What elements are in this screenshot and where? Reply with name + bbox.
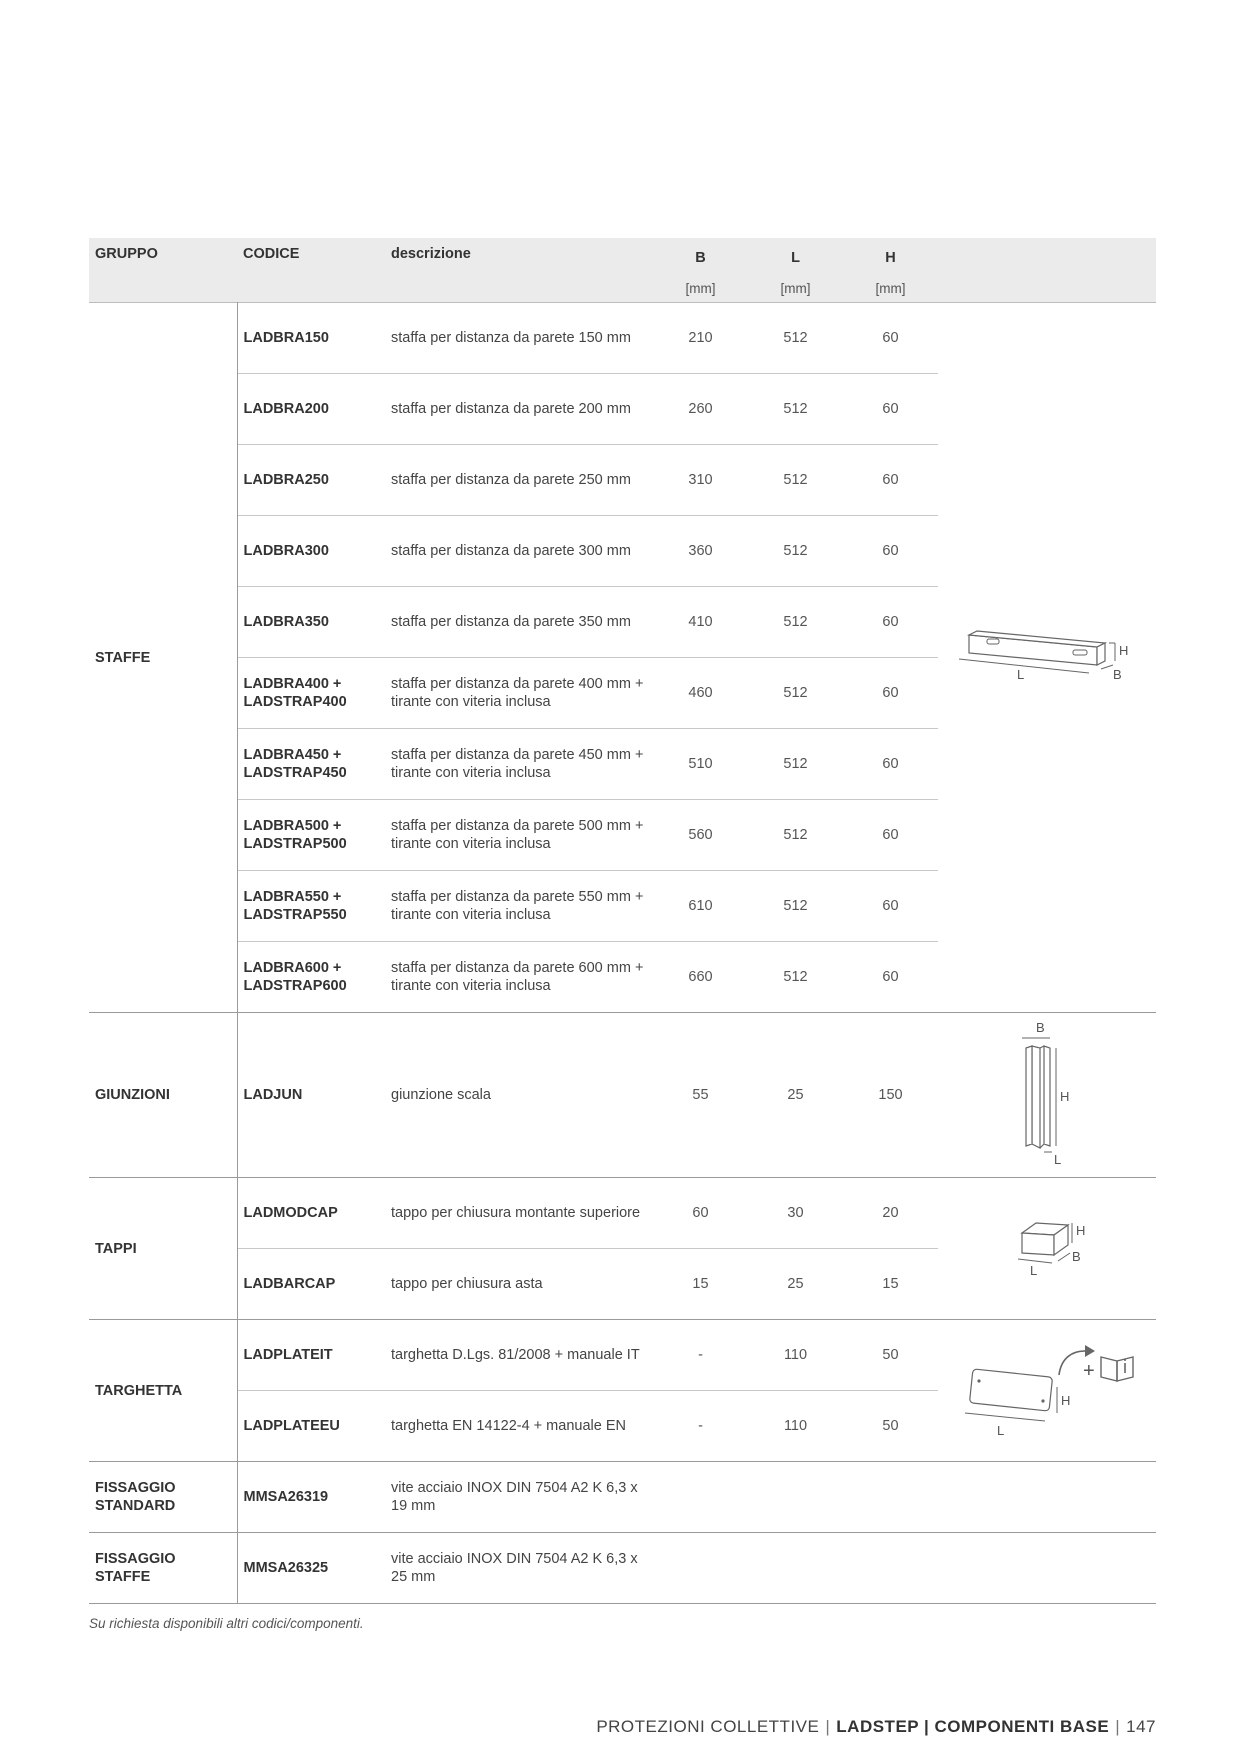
row-h: 15	[843, 1249, 938, 1320]
row-l: 512	[748, 800, 843, 871]
row-desc: vite acciaio INOX DIN 7504 A2 K 6,3 x 25 mm	[385, 1533, 653, 1604]
row-code: MMSA26319	[237, 1462, 385, 1533]
row-desc: staffa per distanza da parete 250 mm	[385, 445, 653, 516]
page-number: 147	[1126, 1717, 1156, 1736]
row-l	[748, 1462, 843, 1533]
row-h: 50	[843, 1391, 938, 1462]
row-l: 512	[748, 445, 843, 516]
row-desc: staffa per distanza da parete 450 mm + tirante con viteria inclusa	[385, 729, 653, 800]
row-code: LADBRA400 + LADSTRAP400	[237, 658, 385, 729]
row-h: 60	[843, 871, 938, 942]
tappi-h-label: H	[1076, 1223, 1086, 1238]
table-row	[89, 303, 1156, 374]
manual-book-icon	[1101, 1357, 1133, 1381]
group-fissaggio-standard: FISSAGGIO STANDARD	[89, 1462, 237, 1533]
row-desc: targhetta D.Lgs. 81/2008 + manuale IT	[385, 1320, 653, 1391]
row-desc: staffa per distanza da parete 200 mm	[385, 374, 653, 445]
header-h: H [mm]	[875, 250, 906, 296]
row-h: 60	[843, 374, 938, 445]
row-h: 60	[843, 516, 938, 587]
table-row	[89, 1320, 1156, 1391]
footer-title: LADSTEP | COMPONENTI BASE	[836, 1717, 1110, 1736]
row-desc: staffa per distanza da parete 500 mm + tirante con viteria inclusa	[385, 800, 653, 871]
giunzioni-b-label: B	[1036, 1019, 1045, 1035]
plus-icon: +	[1083, 1360, 1095, 1382]
header-descrizione: descrizione	[391, 246, 471, 262]
row-b: 60	[653, 1178, 748, 1249]
row-code: LADBARCAP	[237, 1249, 385, 1320]
row-desc: staffa per distanza da parete 400 mm + tirante con viteria inclusa	[385, 658, 653, 729]
row-h: 60	[843, 587, 938, 658]
row-code: MMSA26325	[237, 1533, 385, 1604]
row-b: 360	[653, 516, 748, 587]
row-code: LADBRA500 + LADSTRAP500	[237, 800, 385, 871]
row-l: 30	[748, 1178, 843, 1249]
row-b: 510	[653, 729, 748, 800]
footnote: Su richiesta disponibili altri codici/componenti.	[89, 1616, 364, 1631]
row-b	[653, 1533, 748, 1604]
row-b: 55	[653, 1013, 748, 1178]
group-fissaggio-staffe: FISSAGGIO STAFFE	[89, 1533, 237, 1604]
staffe-drawing	[938, 303, 1156, 1013]
bracket-drawing-icon	[957, 625, 1137, 685]
row-b: 260	[653, 374, 748, 445]
table-row	[89, 1178, 1156, 1249]
row-b: 560	[653, 800, 748, 871]
row-desc: vite acciaio INOX DIN 7504 A2 K 6,3 x 19 mm	[385, 1462, 653, 1533]
header-gruppo: GRUPPO	[95, 246, 158, 262]
staffe-l-label: L	[1017, 667, 1025, 682]
row-code: LADBRA150	[237, 303, 385, 374]
row-code: LADBRA550 + LADSTRAP550	[237, 871, 385, 942]
row-b	[653, 1462, 748, 1533]
row-code: LADPLATEIT	[237, 1320, 385, 1391]
row-l: 512	[748, 658, 843, 729]
row-b: 210	[653, 303, 748, 374]
empty-image-cell	[938, 1462, 1156, 1533]
row-l: 512	[748, 374, 843, 445]
row-code: LADBRA300	[237, 516, 385, 587]
row-desc: tappo per chiusura asta	[385, 1249, 653, 1320]
row-code: LADBRA450 + LADSTRAP450	[237, 729, 385, 800]
footer-section: PROTEZIONI COLLETTIVE	[596, 1717, 820, 1736]
row-code: LADMODCAP	[237, 1178, 385, 1249]
giunzioni-h-label: H	[1060, 1088, 1070, 1104]
cap-drawing-icon	[992, 1211, 1102, 1281]
row-code: LADBRA600 + LADSTRAP600	[237, 942, 385, 1013]
staffe-b-label: B	[1113, 667, 1122, 682]
row-l: 512	[748, 516, 843, 587]
row-l: 110	[748, 1391, 843, 1462]
row-code: LADBRA250	[237, 445, 385, 516]
row-code: LADPLATEEU	[237, 1391, 385, 1462]
row-l: 512	[748, 729, 843, 800]
tappi-b-label: B	[1072, 1249, 1081, 1264]
group-targhetta: TARGHETTA	[89, 1320, 237, 1462]
row-desc: staffa per distanza da parete 150 mm	[385, 303, 653, 374]
row-h: 60	[843, 729, 938, 800]
row-h: 20	[843, 1178, 938, 1249]
row-b: -	[653, 1391, 748, 1462]
product-table	[89, 238, 1156, 1604]
table-header-row	[89, 238, 1156, 303]
row-l: 512	[748, 871, 843, 942]
row-desc: staffa per distanza da parete 600 mm + tirante con viteria inclusa	[385, 942, 653, 1013]
tappi-drawing	[938, 1178, 1156, 1320]
row-code: LADBRA350	[237, 587, 385, 658]
row-l: 110	[748, 1320, 843, 1391]
row-h	[843, 1462, 938, 1533]
plate-drawing-icon	[947, 1333, 1147, 1443]
product-table-sheet	[89, 238, 1156, 1604]
row-b: 460	[653, 658, 748, 729]
giunzioni-l-label: L	[1054, 1151, 1062, 1167]
row-code: LADBRA200	[237, 374, 385, 445]
group-giunzioni: GIUNZIONI	[89, 1013, 237, 1178]
row-code: LADJUN	[237, 1013, 385, 1178]
arrow-icon	[1059, 1351, 1085, 1375]
row-l: 25	[748, 1249, 843, 1320]
giunzioni-drawing	[938, 1013, 1156, 1178]
row-desc: staffa per distanza da parete 350 mm	[385, 587, 653, 658]
header-l: L [mm]	[780, 250, 811, 296]
empty-image-cell	[938, 1533, 1156, 1604]
row-desc: staffa per distanza da parete 550 mm + tirante con viteria inclusa	[385, 871, 653, 942]
row-h: 60	[843, 800, 938, 871]
row-h: 60	[843, 303, 938, 374]
header-b: B [mm]	[685, 250, 716, 296]
table-row	[89, 1533, 1156, 1604]
header-image	[938, 238, 1156, 303]
tappi-l-label: L	[1030, 1263, 1038, 1278]
table-row	[89, 1462, 1156, 1533]
row-b: 15	[653, 1249, 748, 1320]
group-tappi: TAPPI	[89, 1178, 237, 1320]
table-row	[89, 1013, 1156, 1178]
row-desc: giunzione scala	[385, 1013, 653, 1178]
row-h: 60	[843, 658, 938, 729]
row-b: 410	[653, 587, 748, 658]
row-b: 610	[653, 871, 748, 942]
group-staffe: STAFFE	[89, 303, 237, 1013]
row-b: 660	[653, 942, 748, 1013]
targhetta-drawing	[938, 1320, 1156, 1462]
row-h: 60	[843, 942, 938, 1013]
staffe-h-label: H	[1119, 643, 1129, 658]
row-desc: staffa per distanza da parete 300 mm	[385, 516, 653, 587]
row-h: 50	[843, 1320, 938, 1391]
row-l: 512	[748, 942, 843, 1013]
row-b: -	[653, 1320, 748, 1391]
row-h: 150	[843, 1013, 938, 1178]
row-l: 512	[748, 303, 843, 374]
row-h: 60	[843, 445, 938, 516]
joint-drawing-icon	[992, 1018, 1102, 1168]
row-h	[843, 1533, 938, 1604]
row-l: 25	[748, 1013, 843, 1178]
targhetta-l-label: L	[997, 1423, 1005, 1438]
page-footer: PROTEZIONI COLLETTIVE | LADSTEP | COMPONENTI BASE | 147	[596, 1717, 1156, 1736]
row-desc: targhetta EN 14122-4 + manuale EN	[385, 1391, 653, 1462]
targhetta-h-label: H	[1061, 1393, 1071, 1408]
row-desc: tappo per chiusura montante superiore	[385, 1178, 653, 1249]
row-l: 512	[748, 587, 843, 658]
row-b: 310	[653, 445, 748, 516]
header-codice: CODICE	[243, 246, 300, 262]
row-l	[748, 1533, 843, 1604]
